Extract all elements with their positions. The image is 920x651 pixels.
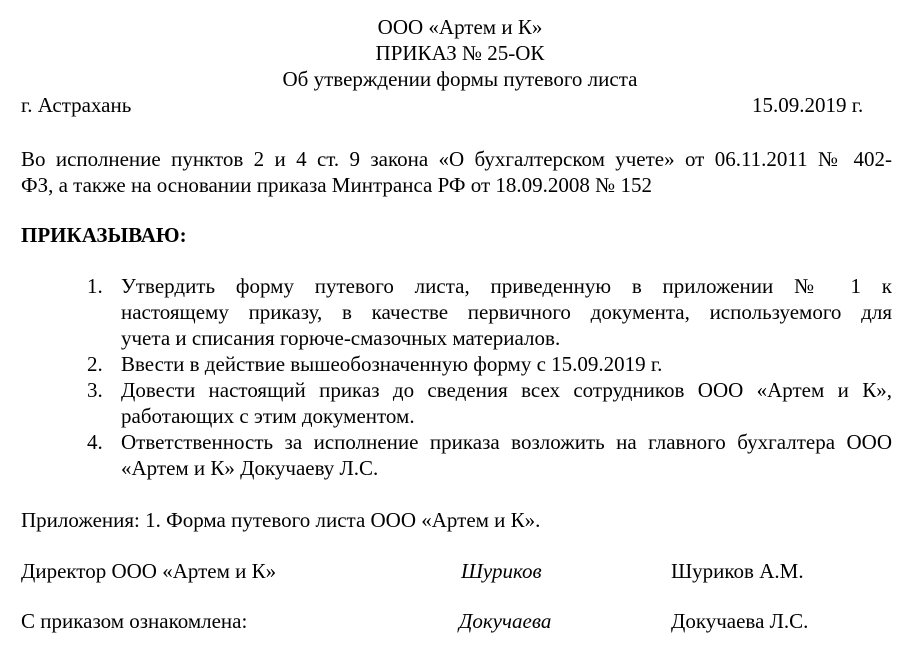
list-item [121, 377, 892, 429]
order-subject: Об утверждении формы путевого листа [282, 67, 638, 91]
directive-heading: ПРИКАЗЫВАЮ: [21, 223, 187, 247]
list-item-number: 4. [87, 430, 103, 454]
preamble-line-2: ФЗ, а также на основании приказа Минтранса РФ от 18.09.2008 № 152 [21, 173, 652, 197]
list-item-line: настоящему приказу, в качестве первичного документа, используемого для [121, 300, 892, 324]
list-item-number: 3. [87, 378, 103, 402]
list-item-line: работающих с этим документом. [121, 404, 415, 428]
list-item [121, 273, 892, 351]
list-item-number: 2. [87, 352, 103, 376]
handwritten-signature: Шуриков [461, 559, 542, 583]
signature-role: С приказом ознакомлена: [21, 609, 248, 633]
preamble [21, 146, 892, 198]
list-item-line: Ответственность за исполнение приказа возложить на главного бухгалтера ООО [121, 430, 892, 454]
list-item-line: Ввести в действие вышеобозначенную форму с 15.09.2019 г. [121, 352, 663, 376]
organization-name: ООО «Артем и К» [377, 15, 543, 39]
list-item-number: 1. [87, 274, 103, 298]
city: г. Астрахань [21, 93, 132, 117]
handwritten-signature: Докучаева [459, 609, 552, 633]
order-number: ПРИКАЗ № 25-ОК [375, 41, 545, 65]
list-item-line: «Артем и К» Докучаеву Л.С. [121, 456, 379, 480]
list-item-line: Довести настоящий приказ до сведения всех сотрудников ООО «Артем и К», [121, 378, 892, 402]
attachments-line: Приложения: 1. Форма путевого листа ООО «Артем и К». [21, 508, 541, 532]
signature-role: Директор ООО «Артем и К» [21, 559, 277, 583]
list-item [121, 429, 892, 481]
order-date: 15.09.2019 г. [752, 93, 864, 117]
signatory-name: Докучаева Л.С. [671, 609, 809, 633]
list-item-line: учета и списания горюче-смазочных материалов. [121, 326, 561, 350]
list-item-line: Утвердить форму путевого листа, приведенную в приложении № 1 к [121, 274, 892, 298]
signatory-name: Шуриков А.М. [671, 559, 804, 583]
preamble-line-1: Во исполнение пунктов 2 и 4 ст. 9 закона «О бухгалтерском учете» от 06.11.2011 № 402- [21, 147, 892, 171]
list-item [121, 351, 892, 377]
